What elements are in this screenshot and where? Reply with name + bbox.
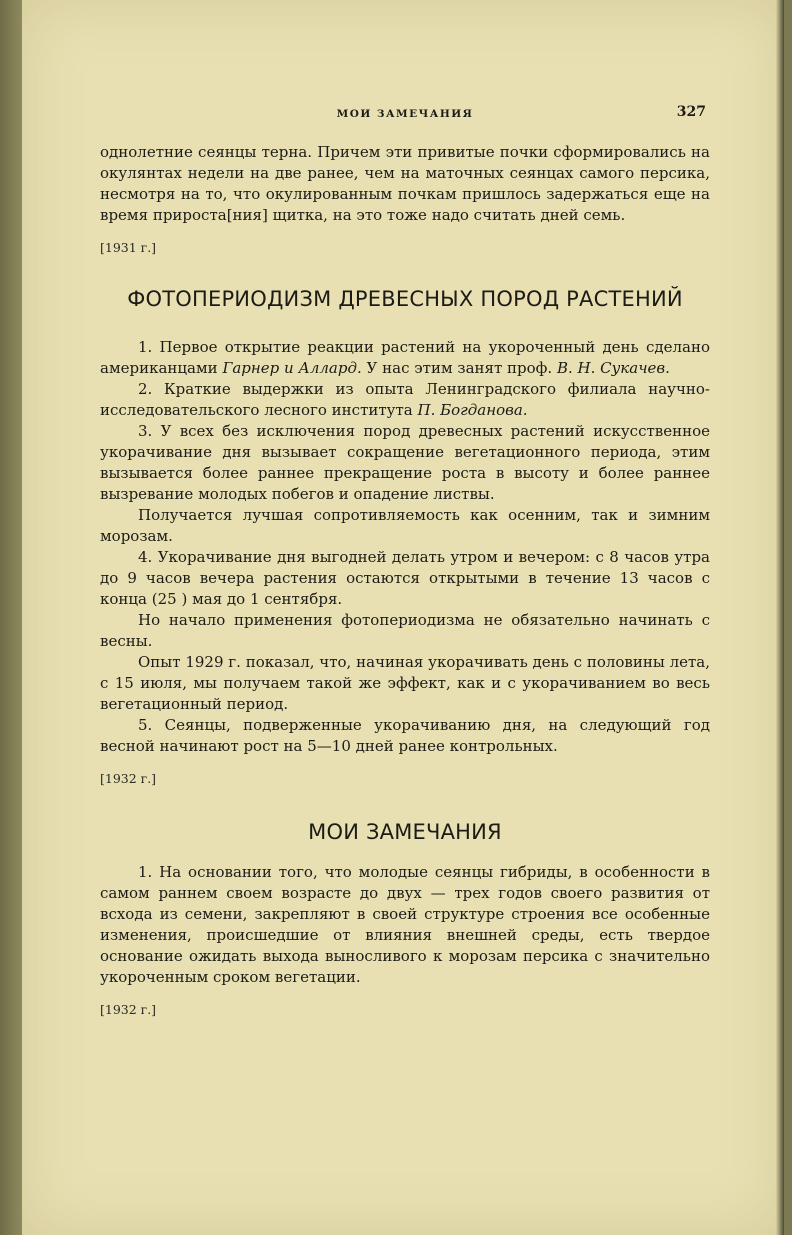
- paragraph-1-professor: В. Н. Сукачев.: [556, 359, 670, 377]
- scan-left-edge: [0, 0, 22, 1235]
- paragraph-1-text2: У нас этим занят проф.: [361, 359, 557, 377]
- running-title: МОИ ЗАМЕЧАНИЯ: [336, 108, 474, 120]
- paragraph-3: 3. У всех без исключения пород древесных растений искусственное укорачивание дня вызывает сокращение вегетационного периода, этим вызывается более раннее прекращение роста в высоту и более раннее вызревание молодых побегов и опадение листвы.: [100, 422, 710, 503]
- paragraph-1-authors: Гарнер и Аллард.: [222, 359, 362, 377]
- paragraph-7: Опыт 1929 г. показал, что, начиная укорачивать день с половины лета, с 15 июля, мы получаем такой же эффект, как и с укорачиванием во весь вегетационный период.: [100, 653, 710, 713]
- paragraph-4: Получается лучшая сопротивляемость как осенним, так и зимним морозам.: [100, 506, 710, 545]
- paragraph-2: [100, 379, 710, 421]
- scan-right-edge: [776, 0, 784, 1235]
- continued-paragraph: однолетние сеянцы терна. Причем эти привитые почки сформировались на окулянтах недели на две ранее, чем на маточных сеянцах самого персика, несмотря на то, что окулированным почкам пришлось задержаться еще на время прироста[ния] щитка, на это тоже надо считать дней семь.: [100, 143, 710, 224]
- paragraph-8: 5. Сеянцы, подверженные укорачиванию дня, на следующий год весной начинают рост на 5—10 дней ранее контрольных.: [100, 716, 710, 755]
- notes-paragraph-1: 1. На основании того, что молодые сеянцы гибриды, в особенности в самом раннем своем возрасте до двух — трех годов своего развития от всхода из семени, закрепляют в своей структуре строения все особенные изменения, происшедшие от влияния внешней среды, есть твердое основание ожидать выхода выносливого к морозам персика с значительно укороченным сроком вегетации.: [100, 863, 710, 986]
- date-1931: [1931 г.]: [100, 240, 157, 255]
- section-title-photoperiodism: ФОТОПЕРИОДИЗМ ДРЕВЕСНЫХ ПОРОД РАСТЕНИЙ: [127, 287, 683, 311]
- paragraph-6: Но начало применения фотопериодизма не обязательно начинать с весны.: [100, 611, 710, 650]
- section-title-notes: МОИ ЗАМЕЧАНИЯ: [308, 820, 502, 844]
- date-1932-a: [1932 г.]: [100, 771, 157, 786]
- page-number: 327: [676, 104, 706, 120]
- paragraph-2-author: П. Богданова.: [417, 401, 528, 419]
- date-1932-b: [1932 г.]: [100, 1002, 157, 1017]
- book-page: [22, 0, 784, 1235]
- paragraph-1-text: 1. Первое открытие реакции растений на укороченный день сделано американцами: [100, 338, 710, 377]
- paragraph-2-text: 2. Краткие выдержки из опыта Ленинградского филиала научно-исследовательского лесного института: [100, 380, 710, 419]
- paragraph-5: 4. Укорачивание дня выгодней делать утром и вечером: с 8 часов утра до 9 часов вечера растения остаются открытыми в течение 13 часов с конца (25 ) мая до 1 сентября.: [100, 548, 710, 608]
- page-content: [100, 100, 710, 1017]
- running-header: [100, 100, 710, 122]
- paragraph-1: [100, 337, 710, 379]
